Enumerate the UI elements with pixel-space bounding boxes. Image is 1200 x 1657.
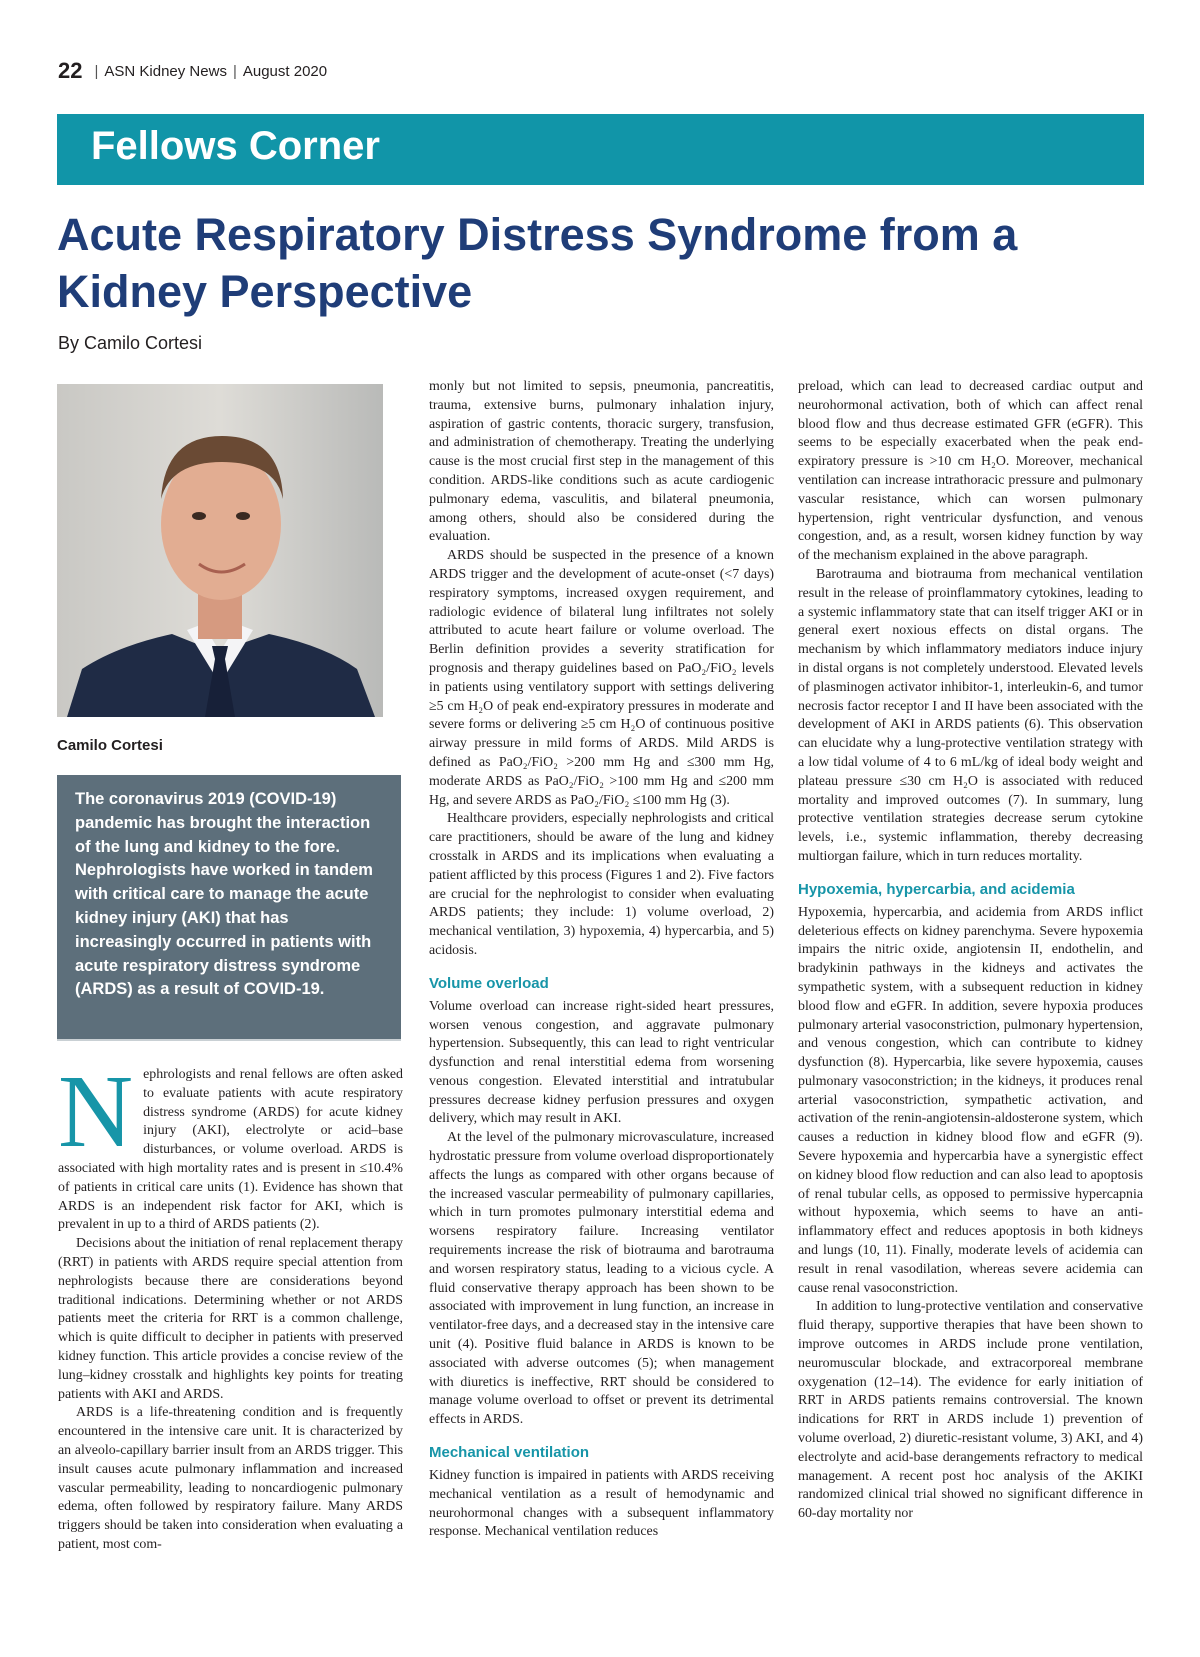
- paragraph: Healthcare providers, especially nephrologists and critical care practitioners, should be aware of the lung and kidney crosstalk in ARDS and its implications when evaluating a patient afflicted by this process (Figures 1 and 2). Five factors are crucial for the nephrologist to consider when evaluating ARDS patients; they include: 1) volume overload, 2) mechanical ventilation, 3) hypoxemia, 4) hypercarbia, and 5) acidosis.: [429, 811, 774, 958]
- paragraph: monly but not limited to sepsis, pneumonia, pancreatitis, trauma, extensive burns, pulmonary inhalation injury, aspiration of gastric contents, thoracic surgery, transfusion, and administration of chemotherapy. Treating the underlying cause is the most crucial first step in the management of this condition. ARDS-like conditions such as acute cardiogenic pulmonary edema, vasculitis, and bilateral pneumonia, among others, should also be considered during the evaluation.: [429, 379, 774, 545]
- paragraph: In addition to lung-protective ventilation and conservative fluid therapy, supportive therapies that have been shown to improve outcomes in ARDS include prone ventilation, neuromuscular blockade, and extracorporeal membrane oxygenation (12–14). The evidence for early initiation of RRT in ARDS patients remains controversial. The known indications for RRT in ARDS include 1) prevention of volume overload, 2) diuretic-resistant volume, 3) AKI, and 4) electrolyte and acid-base derangements refractory to medical management. A recent post hoc analysis of the AKIKI randomized clinical trial showed no significant difference in 60-day mortality nor: [798, 1299, 1143, 1522]
- body-column-1: [58, 1054, 403, 1555]
- publication-name: ASN Kidney News: [104, 63, 227, 80]
- subheading-volume-overload: Volume overload: [429, 974, 549, 992]
- paragraph: Kidney function is impaired in patients with ARDS receiving mechanical ventilation as a result of hemodynamic and neurohormonal changes with a subsequent inflammatory response. Mechanical ventilation reduces: [429, 1468, 774, 1540]
- subheading-mechanical-ventilation: Mechanical ventilation: [429, 1444, 590, 1462]
- paragraph: Barotrauma and biotrauma from mechanical ventilation result in the release of proinflammatory cytokines, leading to a systemic inflammatory state that can itself trigger AKI or in general exert noxious effects on distal organs. The mechanism by which inflammatory mediators induce injury in distal organs is not completely understood. Elevated levels of plasminogen activator inhibitor-1, interleukin-6, and tumor necrosis factor receptor I and II have been associated with the development of AKI in ARDS patients (6). This observation can elucidate why a lung-protective ventilation strategy with a low tidal volume of 4 to 6 mL/kg of ideal body weight and plateau pressure ≤30 cm H₂O is associated with reduced mortality and improved outcomes (7). In summary, lung protective ventilation strategies decrease serum cytokine levels, i.e., systemic inflammation, thereby decreasing multiorgan failure, which in turn reduces mortality.: [798, 566, 1143, 864]
- paragraph: ARDS is a life-threatening condition and is frequently encountered in the intensive care unit. It is characterized by an alveolo-capillary barrier insult from an ARDS trigger. This insult causes acute pulmonary inflammation and increased vascular permeability, leading to noncardiogenic pulmonary edema, often followed by respiratory failure. Many ARDS triggers should be taken into consideration when evaluating a patient, most com-: [58, 1405, 403, 1552]
- paragraph: Decisions about the initiation of renal replacement therapy (RRT) in patients with ARDS require special attention from nephrologists because there are considerations beyond traditional indications. Determining whether or not ARDS patients meet the criteria for RRT is a common challenge, which is quite difficult to decipher in patients with preserved kidney function. This article provides a concise review of the lung–kidney crosstalk and highlights key points for treating patients with AKI and ARDS.: [58, 1236, 403, 1402]
- photo-caption: Camilo Cortesi: [57, 737, 163, 754]
- issue-date: August 2020: [242, 63, 328, 80]
- paragraph: ARDS should be suspected in the presence of a known ARDS trigger and the development of acute-onset (<7 days) respiratory symptoms, increased oxygen requirement, and radiologic evidence of bilateral lung infiltrates not solely attributed to acute heart failure or volume overload. The Berlin definition provides a severity stratification for prognosis and therapy guidelines based on PaO₂/FiO₂ levels in patients using ventilatory support with settings delivering ≥5 cm H₂O of peak end-expiratory pressures in moderate and severe forms or delivering ≥5 cm H₂O of continuous positive airway pressure in mild forms of ARDS. Mild ARDS is defined as PaO₂/FiO₂ >200 mm Hg and ≤300 mm Hg, moderate ARDS as PaO₂/FiO₂ >100 mm Hg and ≤200 mm Hg, and severe ARDS as PaO₂/FiO₂ ≤100 mm Hg (3).: [429, 548, 774, 808]
- body-column-2: [429, 378, 774, 1542]
- section-banner: [57, 114, 1144, 185]
- byline: By Camilo Cortesi: [58, 333, 203, 353]
- intro-paragraph: Nephrologists and renal fellows are often asked to evaluate patients with acute respiratory distress syndrome (ARDS) for acute kidney injury (AKI), electrolyte or acid–base disturbances, or volume overload. ARDS is associated with high mortality rates and is present in ≤10.4% of patients in critical care units (1). Evidence has shown that ARDS is an independent risk factor for AKI, which is prevalent in up to a third of ARDS patients (2).: [58, 1054, 403, 1233]
- section-title: Fellows Corner: [91, 124, 380, 168]
- body-column-3: [798, 378, 1143, 1524]
- drop-cap: N: [58, 1054, 134, 1169]
- paragraph: preload, which can lead to decreased cardiac output and neurohormonal activation, both of which can affect renal blood flow and thus decrease estimated GFR (eGFR). This seems to be especially exacerbated when the peak end-expiratory pressure is >10 cm H₂O. Moreover, mechanical ventilation can increase intrathoracic pressure and pulmonary vascular resistance, which can worsen pulmonary hypertension, right ventricular dysfunction, and venous congestion, and, as a result, worsen kidney function by way of the mechanism explained in the above paragraph.: [798, 379, 1143, 564]
- pull-quote-text: The coronavirus 2019 (COVID-19) pandemic has brought the interaction of the lung and kidney to the fore. Nephrologists have worked in tandem with critical care to manage the acute kidney injury (AKI) that has increasingly occurred in patients with acute respiratory distress syndrome (ARDS) as a result of COVID-19.: [75, 790, 373, 999]
- page-header: 22 | ASN Kidney News | August 2020: [58, 58, 328, 83]
- page-number: 22: [58, 58, 83, 83]
- pull-quote: [57, 775, 401, 1041]
- paragraph: At the level of the pulmonary microvasculature, increased hydrostatic pressure from volume overload disproportionately affects the lungs as compared with other organs because of the increased vascular permeability of pulmonary capillaries, which in turn promotes pulmonary interstitial edema and worsens respiratory failure. Increasing ventilator requirements increase the risk of biotrauma and barotrauma and worsen respiratory status, leading to a vicious cycle. A fluid conservative therapy approach has been shown to be associated with improvement in lung function, an increase in ventilator-free days, and a decreased stay in the intensive care unit (4). Positive fluid balance in ARDS is known to be associated with adverse outcomes (5); when management with diuretics is ineffective, RRT should be considered to manage volume overload to offset or prevent its detrimental effects in ARDS.: [429, 1130, 774, 1428]
- paragraph: Hypoxemia, hypercarbia, and acidemia from ARDS inflict deleterious effects on kidney parenchyma. Severe hypoxemia impairs the nitric oxide, angiotensin II, endothelin, and bradykinin pathways in the kidneys and activates the sympathetic system, with a subsequent reduction in kidney blood flow and eGFR. In addition, severe hypoxia produces pulmonary arterial vasoconstriction, pulmonary hypertension, and venous congestion, which can contribute to kidney dysfunction (8). Hypercarbia, like severe hypoxemia, causes pulmonary vasoconstriction; in the kidneys, it produces renal arterial vasoconstriction, sympathetic activation, and activation of the renin-angiotensin-aldosterone system, which causes a reduction in kidney blood flow and eGFR (9). Severe hypoxemia and hypercarbia have a synergistic effect on kidney blood flow reduction and can also lead to apoptosis of renal tubular cells, as opposed to permissive hypercapnia without hypoxemia, which seems to have an anti-inflammatory effect and reduces apoptosis in both kidneys and lungs (10, 11). Finally, moderate levels of acidemia can result in renal vasodilation, whereas severe acidemia can cause renal vasoconstriction.: [798, 904, 1143, 1296]
- paragraph: Volume overload can increase right-sided heart pressures, worsen venous congestion, and aggravate pulmonary hypertension. Subsequently, this can lead to right ventricular dysfunction and renal interstitial edema from worsening venous congestion. Elevated interstitial and intratubular pressures decrease kidney perfusion pressures and oxygen delivery, which may result in AKI.: [429, 998, 774, 1127]
- author-photo: [57, 384, 383, 717]
- article-title: Acute Respiratory Distress Syndrome from a Kidney Perspective: [57, 209, 1018, 317]
- subheading-hypoxemia: Hypoxemia, hypercarbia, and acidemia: [798, 880, 1075, 898]
